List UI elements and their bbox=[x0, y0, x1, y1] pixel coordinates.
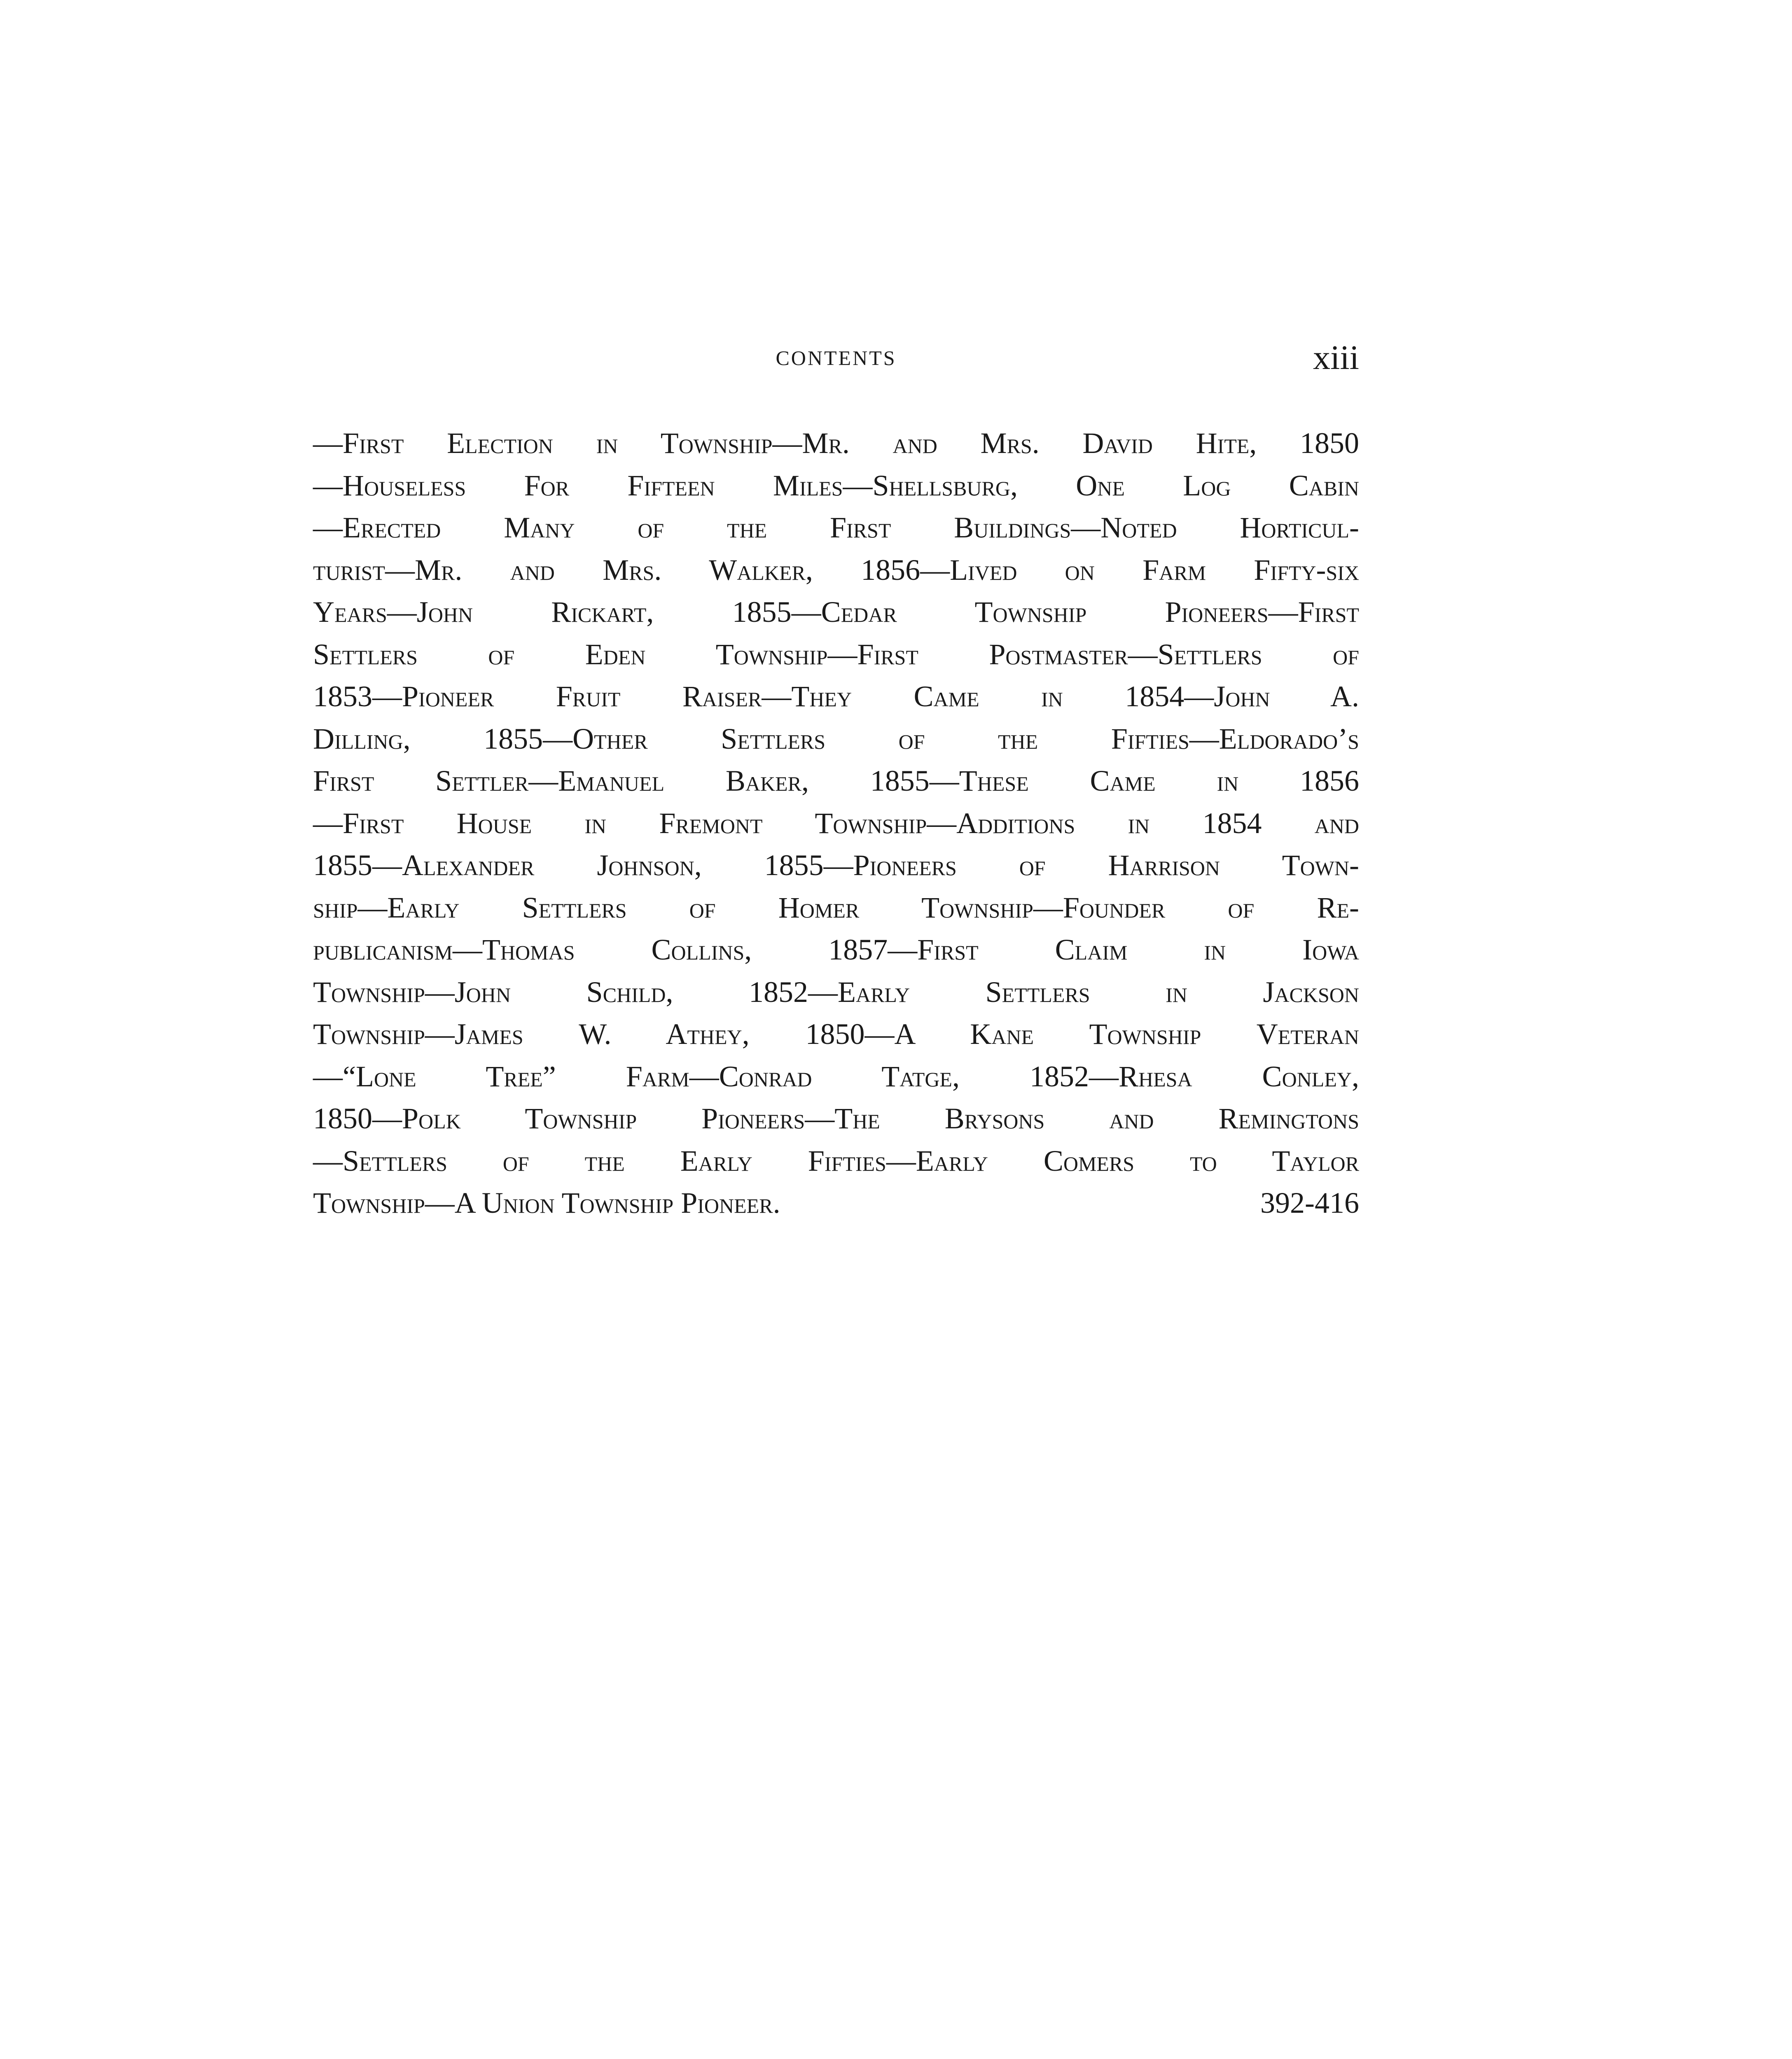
entry-line: —Houseless For Fifteen Miles—Shellsburg, One Log Cabin bbox=[313, 469, 1359, 502]
entry-line: —Settlers of the Early Fifties—Early Comers to Taylor bbox=[313, 1144, 1359, 1177]
entry-line: ship—Early Settlers of Homer Township—Founder of Re- bbox=[313, 891, 1359, 924]
entry-line: Dilling, 1855—Other Settlers of the Fifties—Eldorado’s bbox=[313, 722, 1359, 755]
entry-line: —First Election in Township—Mr. and Mrs. David Hite, 1850 bbox=[313, 427, 1359, 460]
page-number: xiii bbox=[1313, 338, 1359, 377]
entry-line: publicanism—Thomas Collins, 1857—First Claim in Iowa bbox=[313, 933, 1359, 966]
contents-entry bbox=[313, 422, 1359, 1224]
entry-line: 1855—Alexander Johnson, 1855—Pioneers of Harrison Town- bbox=[313, 849, 1359, 882]
page-range: 392-416 bbox=[1260, 1186, 1359, 1219]
entry-line: First Settler—Emanuel Baker, 1855—These Came in 1856 bbox=[313, 764, 1359, 797]
entry-line: Settlers of Eden Township—First Postmaster—Settlers of bbox=[313, 637, 1359, 671]
entry-line: Township—James W. Athey, 1850—A Kane Township Veteran bbox=[313, 1018, 1359, 1051]
running-head bbox=[313, 338, 1359, 387]
entry-line: Years—John Rickart, 1855—Cedar Township Pioneers—First bbox=[313, 595, 1359, 628]
entry-line: —First House in Fremont Township—Additions in 1854 and bbox=[313, 806, 1359, 840]
entry-line: —Erected Many of the First Buildings—Noted Horticul- bbox=[313, 511, 1359, 544]
entry-last-line bbox=[313, 1182, 1359, 1224]
entry-line: 1853—Pioneer Fruit Raiser—They Came in 1854—John A. bbox=[313, 680, 1359, 713]
running-head-title: CONTENTS bbox=[776, 346, 897, 369]
entry-line: 1850—Polk Township Pioneers—The Brysons and Remingtons bbox=[313, 1102, 1359, 1135]
entry-line: —“Lone Tree” Farm—Conrad Tatge, 1852—Rhesa Conley, bbox=[313, 1060, 1359, 1093]
entry-last-line-text: Township—A Union Township Pioneer. bbox=[313, 1186, 780, 1219]
entry-line: Township—John Schild, 1852—Early Settlers in Jackson bbox=[313, 975, 1359, 1008]
entry-line: turist—Mr. and Mrs. Walker, 1856—Lived on Farm Fifty-six bbox=[313, 553, 1359, 586]
